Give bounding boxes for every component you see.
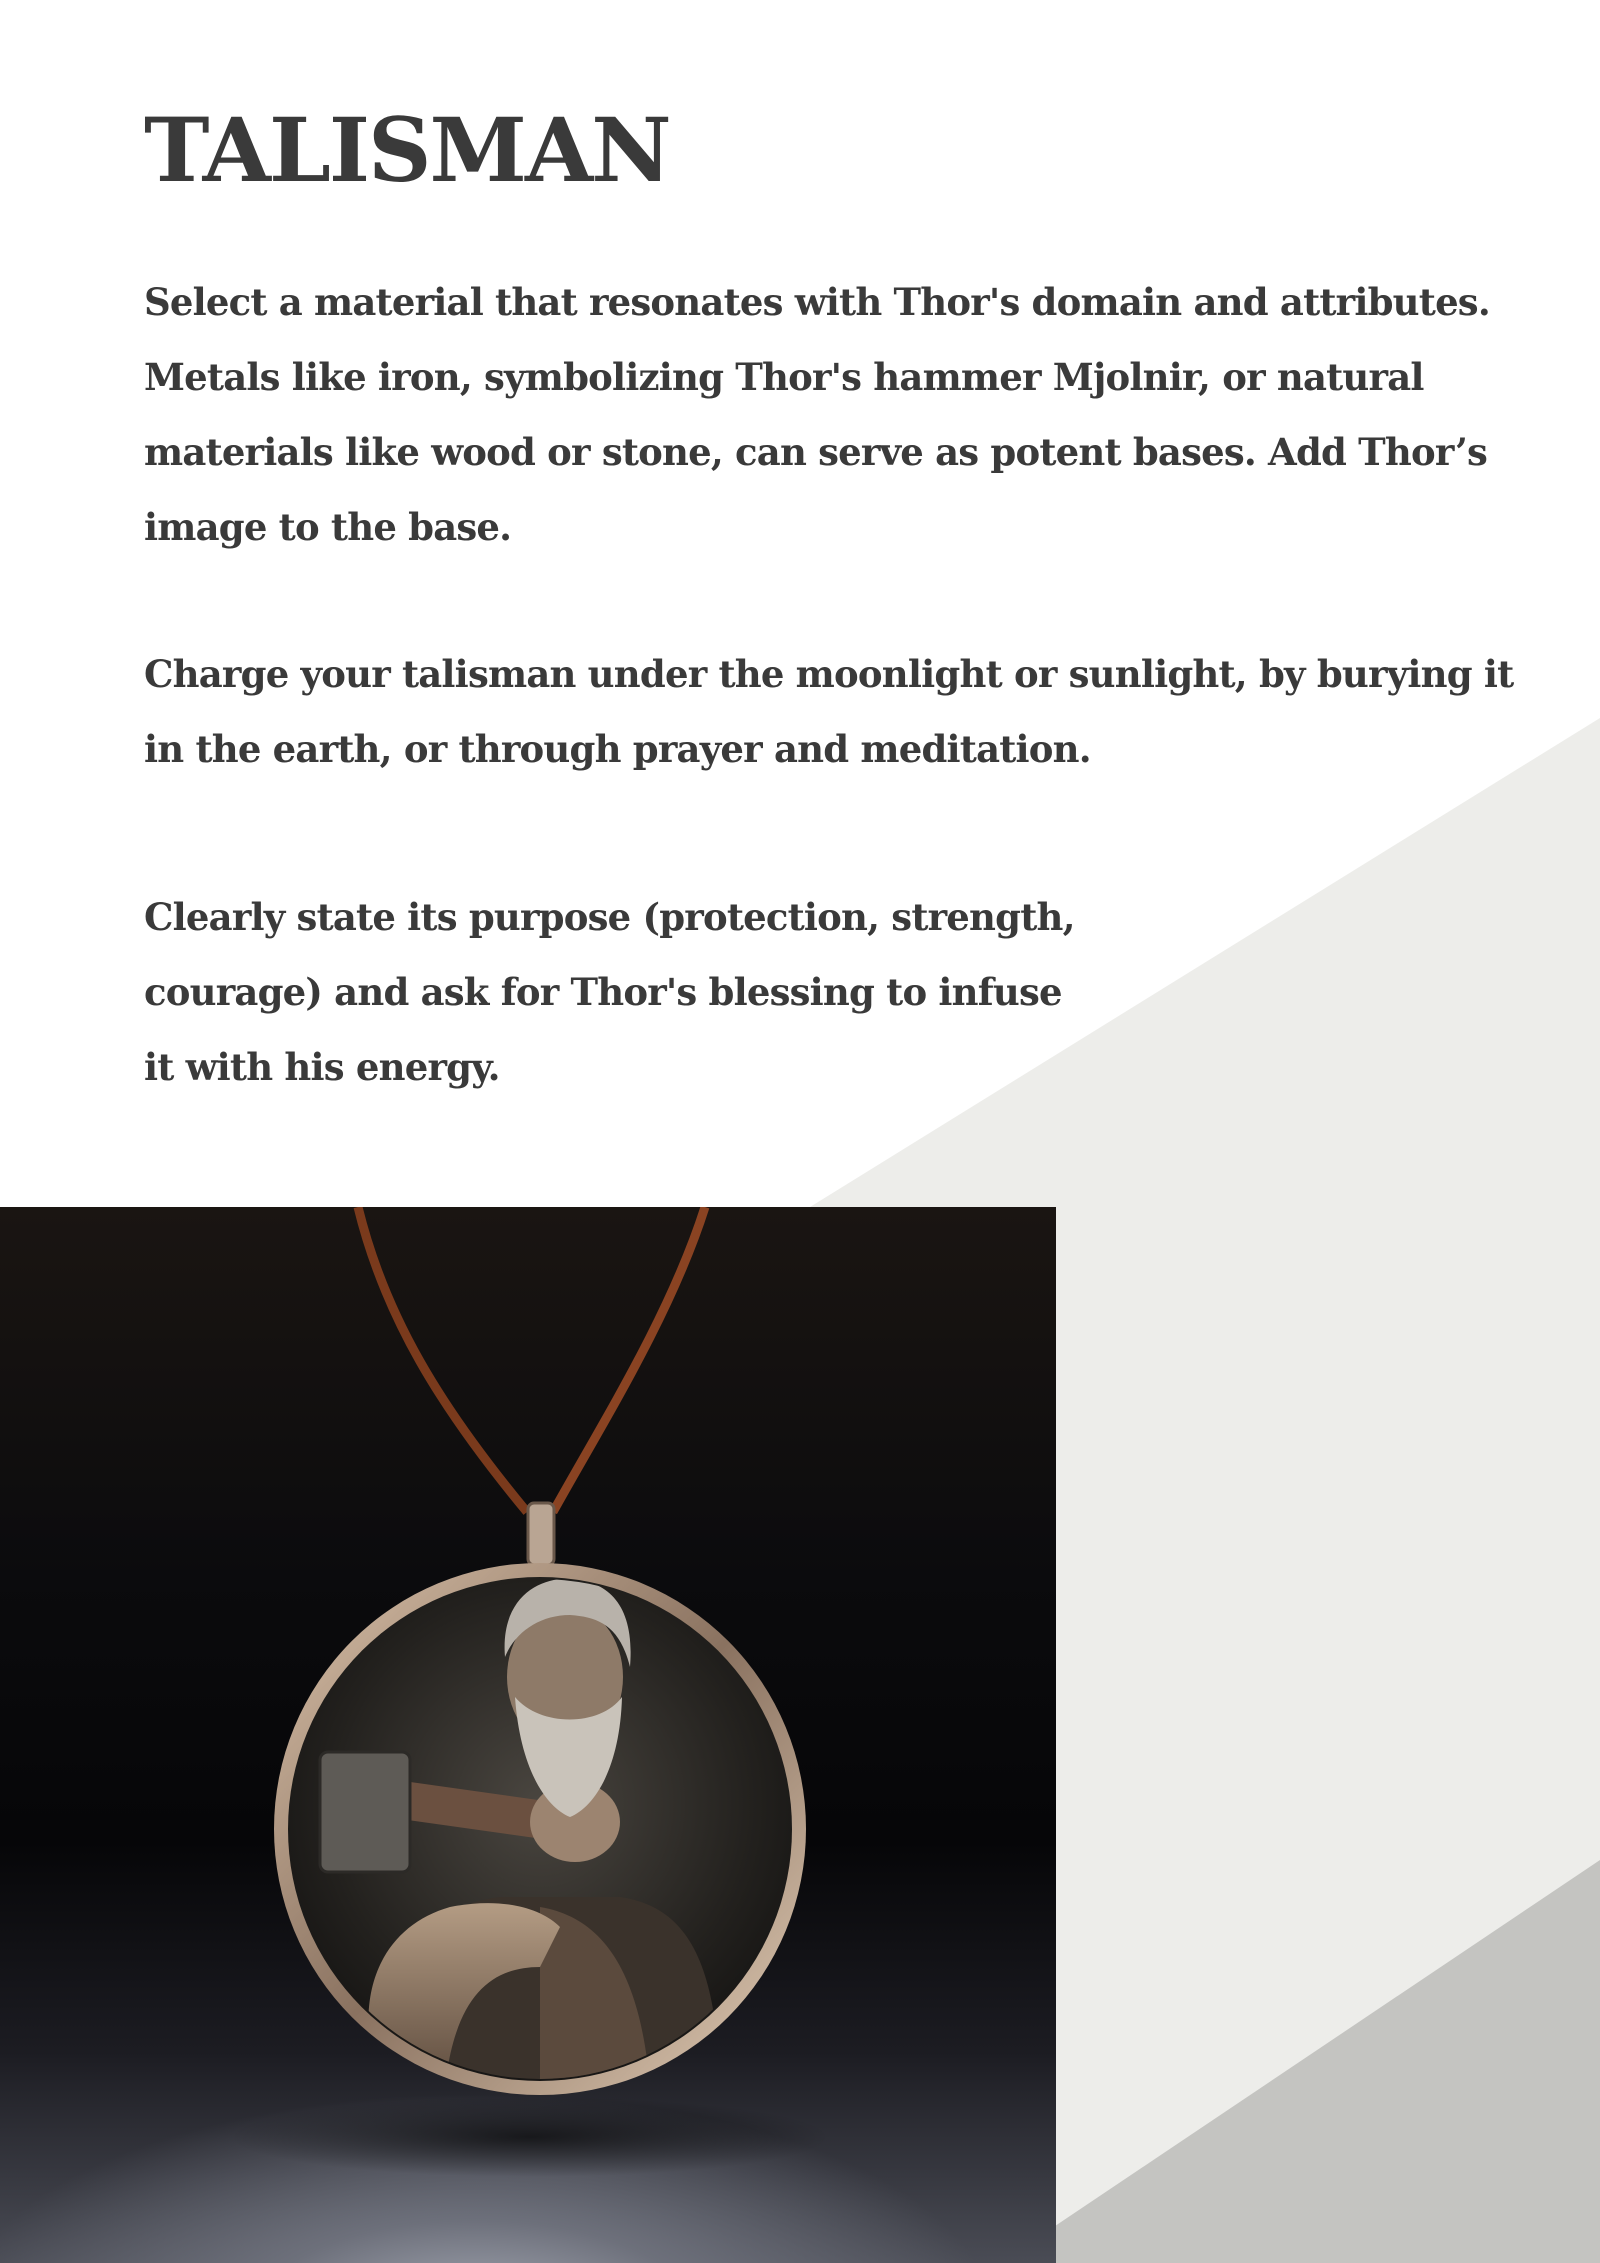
pendant-photo (0, 1207, 1056, 2263)
paragraph-material: Select a material that resonates with Thor's domain and attributes. Metals like iron, symbolizing Thor's hammer Mjolnir, or natural materials like wood or stone, can serve as potent bases. Add Thor’s image to the base. (144, 280, 1490, 549)
leather-cord-left (358, 1207, 527, 1512)
pendant-shadow (230, 2097, 830, 2177)
page-title: TALISMAN (144, 98, 670, 202)
leather-cord-right (553, 1207, 705, 1512)
paragraph-charge: Charge your talisman under the moonlight or sunlight, by burying it in the earth, or through prayer and meditation. (144, 652, 1514, 771)
pendant-bail (528, 1503, 554, 1565)
pendant-illustration (0, 1207, 1056, 2263)
paragraph-purpose: Clearly state its purpose (protection, strength, courage) and ask for Thor's blessing to infuse it with his energy. (144, 895, 1075, 1089)
